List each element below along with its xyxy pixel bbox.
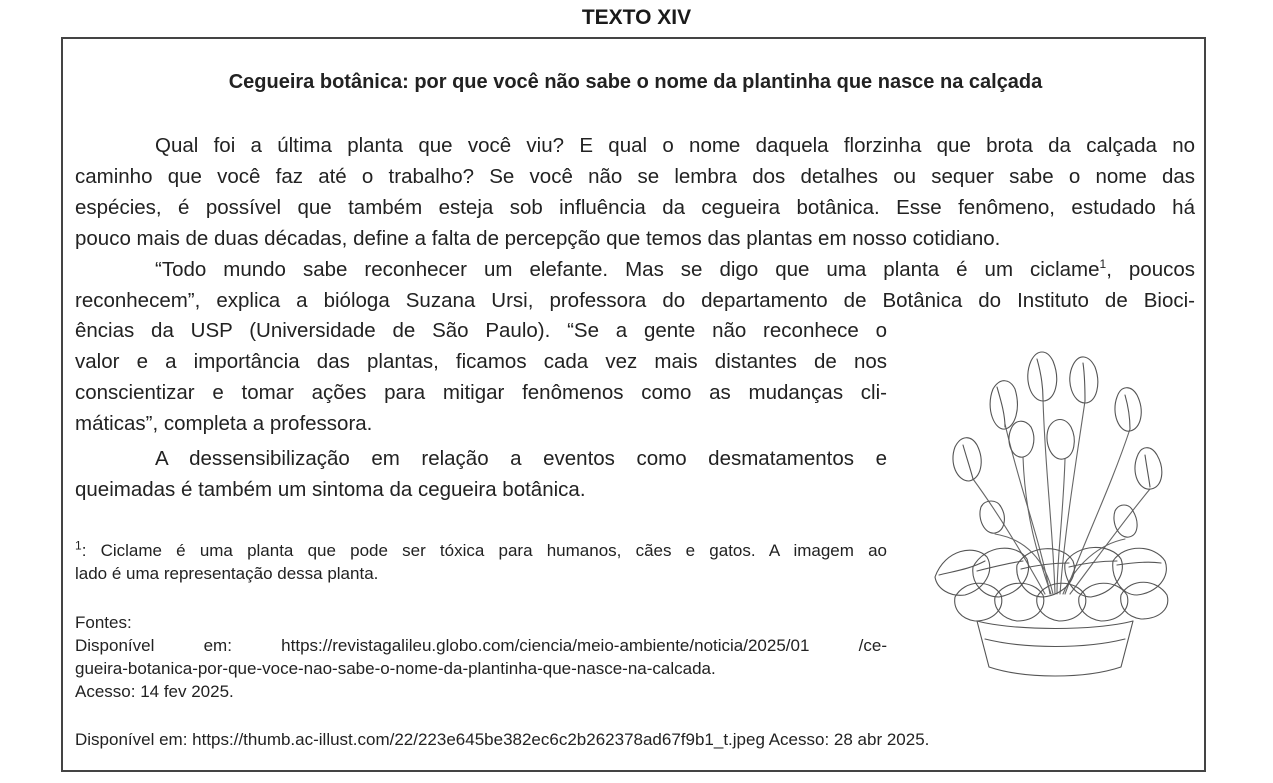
paragraph-3-line: valor e a importância das plantas, ficamos cada vez mais distantes de nos: [75, 350, 887, 373]
paragraph-4-line: queimadas é também um sintoma da cegueira botânica.: [75, 478, 586, 501]
sources: [75, 611, 887, 703]
footnote-line: [75, 539, 887, 562]
paragraph-1-line: pouco mais de duas décadas, define a falta de percepção que temos das plantas em nosso cotidiano.: [75, 227, 1001, 250]
footnote: [75, 539, 887, 585]
paragraph-1-line: Qual foi a última planta que você viu? E qual o nome daquela florzinha que brota da calçada no: [155, 134, 1195, 157]
paragraph-3-line: ências da USP (Universidade de São Paulo). “Se a gente não reconhece o: [75, 319, 887, 342]
paragraph-3-line: máticas”, completa a professora.: [75, 412, 373, 435]
image-source: Disponível em: https://thumb.ac-illust.com/22/223e645be382ec6c2b262378ad67f9b1_t.jpeg Acesso: 28 abr 2025.: [75, 730, 930, 749]
footnote-reference: 1: [1099, 257, 1107, 272]
source-line: Disponível em: https://revistagalileu.globo.com/ciencia/meio-ambiente/noticia/2025/01 /ce-: [75, 636, 887, 655]
source-line: Acesso: 14 fev 2025.: [75, 682, 234, 701]
paragraph-2: [75, 254, 1195, 316]
paragraph-4: [75, 443, 887, 505]
sources-label: Fontes:: [75, 613, 132, 632]
paragraph-3-line: conscientizar e tomar ações para mitigar fenômenos como as mudanças cli-: [75, 381, 887, 404]
footnote-text: : Ciclame é uma planta que pode ser tóxica para humanos, cães e gatos. A imagem ao: [81, 541, 887, 560]
leaves: [935, 547, 1168, 621]
paragraph-1-line: caminho que você faz até o trabalho? Se você não se lembra dos detalhes ou sequer sabe o nome das: [75, 165, 1195, 188]
paragraph-2-line: reconhecem”, explica a bióloga Suzana Ursi, professora do departamento de Botânica do Instituto de Bioci-: [75, 289, 1195, 312]
text-heading: TEXTO XIV: [581, 6, 692, 29]
footnote-marker: 1: [75, 538, 82, 553]
paragraph-1: [75, 130, 1195, 254]
paragraph-4-line: A dessensibilização em relação a eventos como desmatamentos e: [155, 447, 887, 470]
paragraph-2-line: [75, 254, 1195, 285]
article-title: Cegueira botânica: por que você não sabe o nome da plantinha que nasce na calçada: [228, 71, 1043, 93]
text-frame: [61, 37, 1206, 772]
pot: [977, 621, 1133, 676]
paragraph-2-text: “Todo mundo sabe reconhecer um elefante. Mas se digo que uma planta é um ciclame: [155, 258, 1100, 281]
cyclamen-plant-illustration: [925, 339, 1185, 679]
footnote-line: lado é uma representação dessa planta.: [75, 564, 379, 583]
flowers: [953, 352, 1162, 537]
source-line: gueira-botanica-por-que-voce-nao-sabe-o-nome-da-plantinha-que-nasce-na-calcada.: [75, 659, 716, 678]
paragraph-2-text: , poucos: [1106, 258, 1196, 281]
paragraph-1-line: espécies, é possível que também esteja sob influência da cegueira botânica. Esse fenômeno, estudado há: [75, 196, 1195, 219]
paragraph-3: [75, 315, 887, 439]
